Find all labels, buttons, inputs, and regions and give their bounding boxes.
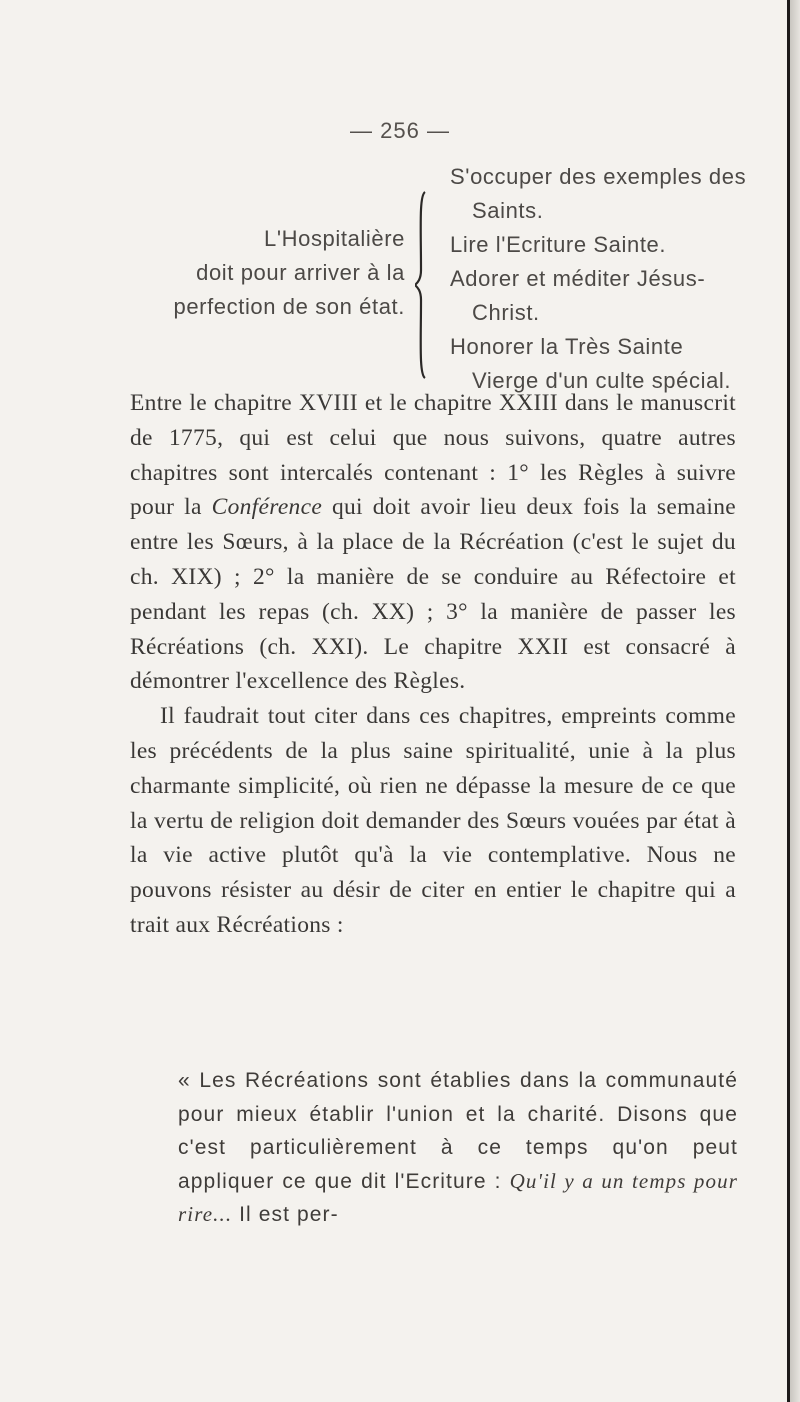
body-text <box>130 386 736 943</box>
quotation-text <box>178 1064 738 1232</box>
paragraph-1-rest: qui doit avoir lieu deux fois la semaine entre les Sœurs, à la place de la Récréation (c'est le sujet du ch. XIX) ; 2° la manière de se conduire au Réfectoire et pendant les repas (ch. XX) ; 3° la manière de passer les Récréations (ch. XXI). Le chapitre XXII est consacré à démontrer l'excellence des Règles. <box>130 494 737 695</box>
summary-left-line: perfection de son état. <box>173 294 405 319</box>
paragraph-1-start: Entre le chapitre XVIII et le chapitre XXIII dans le manuscrit de 1775, qui est celui que nous suivons, quatre autres chapitres sont intercalés contenant : 1° les Règles à suivre pour la <box>130 390 736 521</box>
page-edge-line <box>787 0 790 1402</box>
summary-item: S'occuper des exemples des Saints. <box>450 164 747 223</box>
summary-item: Honorer la Très Sainte Vierge d'un culte spécial. <box>450 334 732 393</box>
curly-brace <box>415 190 429 380</box>
paragraph-1 <box>130 386 736 699</box>
page-number: — 256 — <box>350 118 450 143</box>
summary-left-heading <box>130 222 405 324</box>
paragraph-1-italic: Conférence <box>211 494 323 521</box>
summary-left-line: L'Hospitalière <box>263 226 405 251</box>
quotation <box>178 1064 738 1232</box>
quotation-start: « Les Récréations sont établies dans la communauté pour mieux établir l'union et la charité. Disons que c'est particulièrement à ce temps qu'on peut appliquer ce que dit l'Ecriture : <box>178 1069 738 1193</box>
summary-item: Lire l'Ecriture Sainte. <box>450 232 667 257</box>
chapter-summary <box>130 160 760 393</box>
quotation-end: Il est per- <box>232 1203 339 1226</box>
summary-left-line: doit pour arriver à la <box>196 260 405 285</box>
page-edge-shadow <box>790 0 800 1402</box>
paragraph-2: Il faudrait tout citer dans ces chapitres, empreints comme les précédents de la plus saine spiritualité, unie à la plus charmante simplicité, où rien ne dépasse la mesure de ce que la vertu de religion doit demander des Sœurs vouées par état à la vie active plutôt qu'à la vie contemplative. Nous ne pouvons résister au désir de citer en entier le chapitre qui a trait aux Récréations : <box>130 703 736 938</box>
summary-right-list <box>450 160 750 398</box>
summary-item: Adorer et méditer Jésus-Christ. <box>450 266 706 325</box>
quotation-italic: Qu'il y a un temps pour rire... <box>178 1168 738 1226</box>
